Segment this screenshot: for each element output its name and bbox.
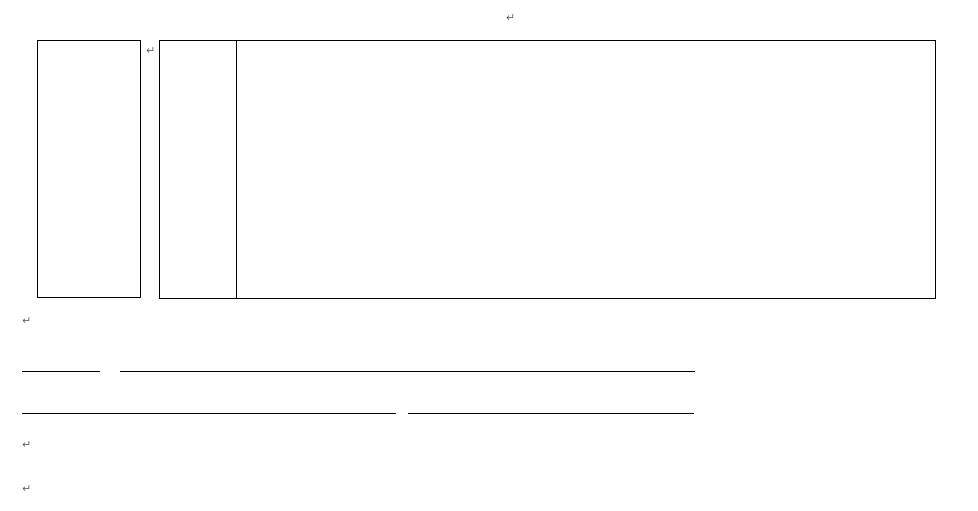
form-line-2 [22,390,694,414]
department-field[interactable] [172,393,290,414]
page-title: ↵ [505,11,517,24]
id-number-field[interactable] [22,393,172,414]
unit-address-field[interactable] [120,351,695,372]
answer-card [159,40,936,299]
postcode-field[interactable] [408,393,526,414]
instructions-box [37,40,141,298]
position-field[interactable] [290,393,396,414]
recipient-line: ↵ [22,438,32,451]
form-line-1 [22,348,695,372]
envelope-note: ↵ [22,482,32,495]
name-field[interactable] [22,351,100,372]
phone-field[interactable] [526,393,694,414]
answer-grid [237,41,935,298]
card-label-column [160,41,237,298]
